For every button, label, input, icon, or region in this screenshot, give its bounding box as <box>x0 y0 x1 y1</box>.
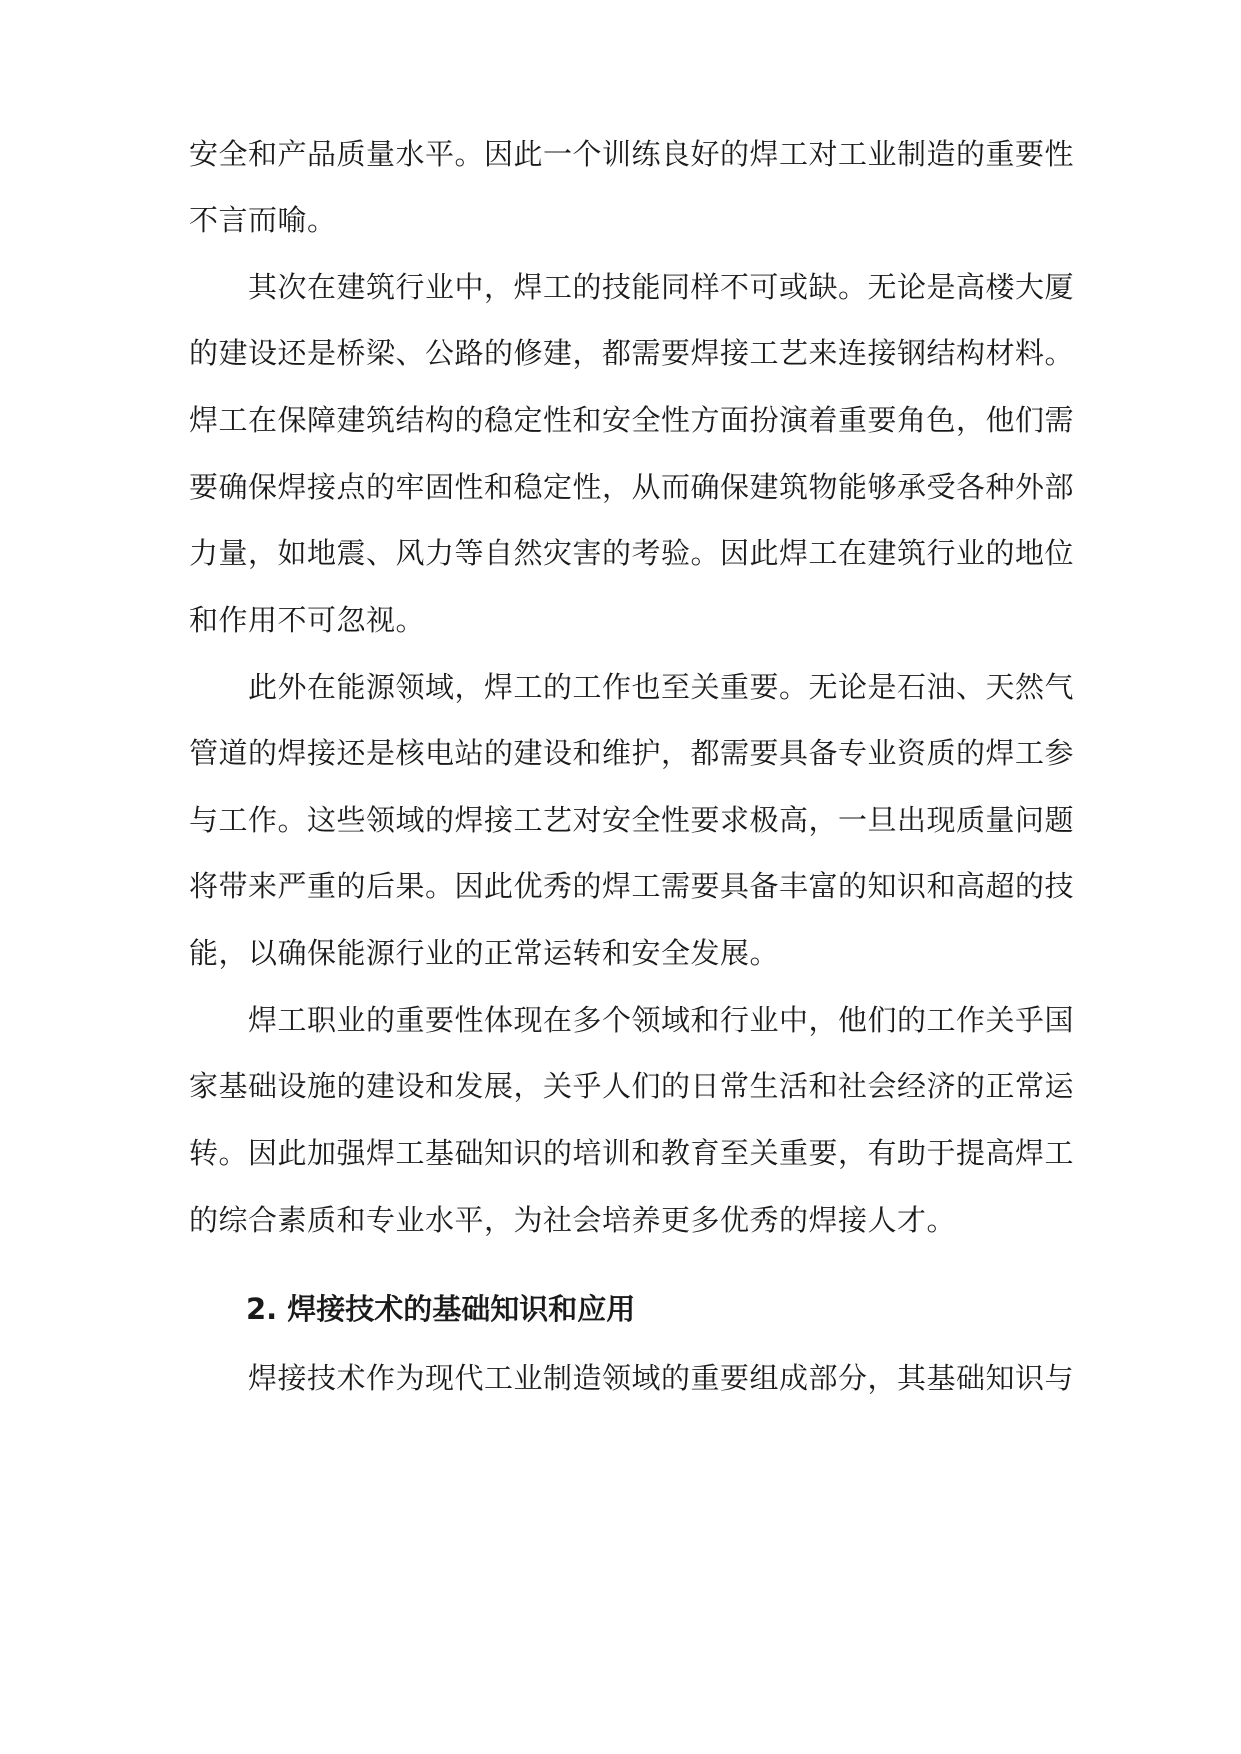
section-heading: 2. 焊接技术的基础知识和应用 <box>246 1292 636 1326</box>
paragraph-line: 其次在建筑行业中，焊工的技能同样不可或缺。无论是高楼大厦 <box>189 270 1075 304</box>
paragraph-line: 和作用不可忽视。 <box>189 603 426 637</box>
paragraph-line: 家基础设施的建设和发展，关乎人们的日常生活和社会经济的正常运 <box>189 1069 1075 1103</box>
paragraph-line: 焊接技术作为现代工业制造领域的重要组成部分，其基础知识与 <box>189 1361 1075 1395</box>
paragraph-line: 转。因此加强焊工基础知识的培训和教育至关重要，有助于提高焊工 <box>189 1136 1075 1170</box>
paragraph-line: 要确保焊接点的牢固性和稳定性，从而确保建筑物能够承受各种外部 <box>189 470 1075 504</box>
paragraph-line: 不言而喻。 <box>189 203 337 237</box>
paragraph-line: 力量，如地震、风力等自然灾害的考验。因此焊工在建筑行业的地位 <box>189 536 1075 570</box>
paragraph-line: 管道的焊接还是核电站的建设和维护，都需要具备专业资质的焊工参 <box>189 736 1075 770</box>
paragraph-line: 的综合素质和专业水平，为社会培养更多优秀的焊接人才。 <box>189 1203 957 1237</box>
paragraph-line: 焊工在保障建筑结构的稳定性和安全性方面扮演着重要角色，他们需 <box>189 403 1075 437</box>
paragraph-line: 的建设还是桥梁、公路的修建，都需要焊接工艺来连接钢结构材料。 <box>189 336 1075 370</box>
paragraph-line: 与工作。这些领域的焊接工艺对安全性要求极高，一旦出现质量问题 <box>189 803 1075 837</box>
paragraph-line: 能，以确保能源行业的正常运转和安全发展。 <box>189 936 780 970</box>
paragraph-line: 将带来严重的后果。因此优秀的焊工需要具备丰富的知识和高超的技 <box>189 869 1075 903</box>
paragraph-line: 此外在能源领域，焊工的工作也至关重要。无论是石油、天然气 <box>189 670 1075 704</box>
paragraph-line: 焊工职业的重要性体现在多个领域和行业中，他们的工作关乎国 <box>189 1003 1075 1037</box>
paragraph-line: 安全和产品质量水平。因此一个训练良好的焊工对工业制造的重要性 <box>189 137 1075 171</box>
